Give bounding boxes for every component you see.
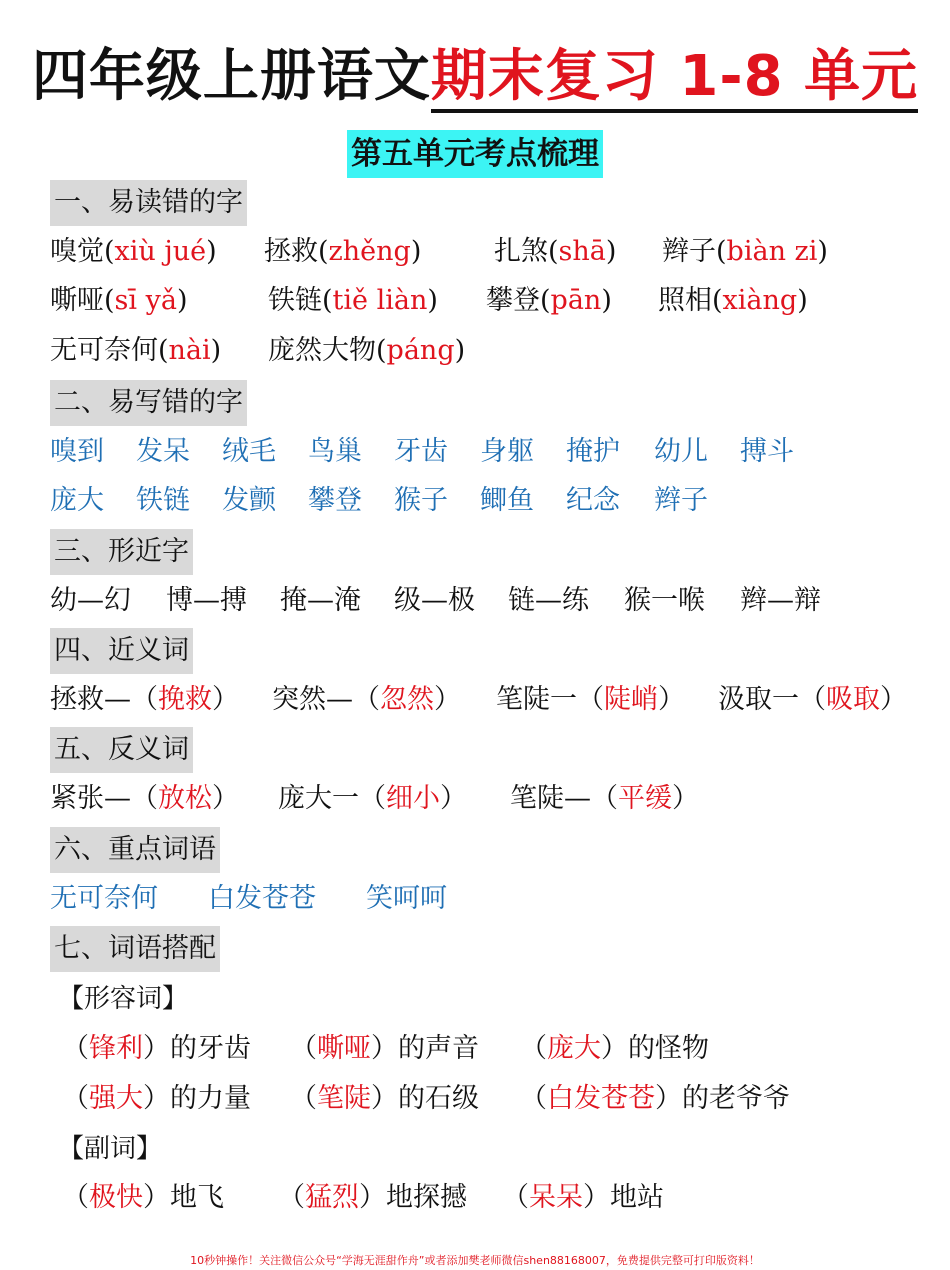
list-item: 嗅到 xyxy=(50,436,104,467)
list-item: （呆呆）地站 xyxy=(502,1182,664,1213)
pinyin-item: 嗅觉(xiù jué) xyxy=(50,236,217,267)
adjective-row-1 xyxy=(62,1029,902,1069)
synonym-row xyxy=(50,680,910,720)
footer-note: 10秒钟操作！关注微信公众号“学海无涯甜作舟”或者添加樊老师微信shen88168007，免费提供完整可打印版资料！ xyxy=(190,1254,760,1267)
antonym-row xyxy=(50,779,910,819)
list-item: 笑呵呵 xyxy=(366,883,447,914)
list-item: 搏斗 xyxy=(740,436,794,467)
list-item: 猴子 xyxy=(394,485,448,516)
list-item: （极快）地飞 xyxy=(62,1182,224,1213)
write-row-1 xyxy=(50,432,910,472)
list-item: 攀登 xyxy=(308,485,362,516)
list-item: 掩—淹 xyxy=(280,585,361,616)
similar-row xyxy=(50,581,910,621)
list-item: 庞大 xyxy=(50,485,104,516)
list-item: 鸟巢 xyxy=(308,436,362,467)
list-item: 紧张—（放松） xyxy=(50,783,239,814)
list-item: （强大）的力量 xyxy=(62,1083,251,1114)
list-item: 拯救—（挽救） xyxy=(50,684,239,715)
title-review: 期末复习 1-8 单元 xyxy=(431,44,918,113)
list-item: 突然—（忽然） xyxy=(272,684,461,715)
pinyin-item: 庞然大物(páng) xyxy=(268,335,466,366)
list-item: 辫—辩 xyxy=(740,585,821,616)
list-item: 纪念 xyxy=(566,485,620,516)
pinyin-item: 辫子(biàn zi) xyxy=(662,236,828,267)
pinyin-item: 嘶哑(sī yǎ) xyxy=(50,285,188,316)
pinyin-item: 无可奈何(nài) xyxy=(50,335,222,366)
pinyin-row-3 xyxy=(50,331,910,371)
section-heading-2: 二、易写错的字 xyxy=(50,380,247,426)
list-item: 博—搏 xyxy=(166,585,247,616)
section-heading-7: 七、词语搭配 xyxy=(50,926,220,972)
list-item: 牙齿 xyxy=(394,436,448,467)
list-item: 链—练 xyxy=(508,585,589,616)
list-item: 发颤 xyxy=(222,485,276,516)
list-item: （笔陡）的石级 xyxy=(290,1083,479,1114)
list-item: 幼儿 xyxy=(654,436,708,467)
pinyin-item: 照相(xiàng) xyxy=(658,285,808,316)
adverb-row-1 xyxy=(62,1178,902,1218)
pinyin-item: 攀登(pān) xyxy=(486,285,612,316)
page-title xyxy=(0,42,950,112)
list-item: 笔陡一（陡峭） xyxy=(496,684,685,715)
list-item: 无可奈何 xyxy=(50,883,158,914)
section-heading-4: 四、近义词 xyxy=(50,628,193,674)
section-heading-3: 三、形近字 xyxy=(50,529,193,575)
list-item: 庞大一（细小） xyxy=(278,783,467,814)
list-item: 铁链 xyxy=(136,485,190,516)
key-words-row xyxy=(50,879,910,919)
list-item: 猴一喉 xyxy=(624,585,705,616)
adjective-row-2 xyxy=(62,1079,902,1119)
list-item: 鲫鱼 xyxy=(480,485,534,516)
pinyin-row-2 xyxy=(50,281,910,321)
pinyin-row-1 xyxy=(50,232,910,272)
list-item: 笔陡—（平缓） xyxy=(510,783,699,814)
pinyin-item: 铁链(tiě liàn) xyxy=(268,285,438,316)
list-item: 幼—幻 xyxy=(50,585,131,616)
list-item: 白发苍苍 xyxy=(208,883,316,914)
list-item: 汲取一（吸取） xyxy=(718,684,907,715)
list-item: 绒毛 xyxy=(222,436,276,467)
list-item: 掩护 xyxy=(566,436,620,467)
section-heading-6: 六、重点词语 xyxy=(50,827,220,873)
list-item: 级—极 xyxy=(394,585,475,616)
subtitle-wrap xyxy=(0,130,950,178)
unit-subtitle: 第五单元考点梳理 xyxy=(347,130,603,178)
title-grade: 四年级上册语文 xyxy=(31,44,431,109)
list-item: （嘶哑）的声音 xyxy=(290,1033,479,1064)
list-item: 身躯 xyxy=(480,436,534,467)
list-item: （白发苍苍）的老爷爷 xyxy=(520,1083,790,1114)
pinyin-item: 拯救(zhěng) xyxy=(264,236,422,267)
write-row-2 xyxy=(50,481,910,521)
pinyin-item: 扎煞(shā) xyxy=(494,236,617,267)
section-heading-1: 一、易读错的字 xyxy=(50,180,247,226)
adjective-label: 【形容词】 xyxy=(58,984,189,1014)
list-item: 辫子 xyxy=(654,485,708,516)
list-item: （锋利）的牙齿 xyxy=(62,1033,251,1064)
list-item: 发呆 xyxy=(136,436,190,467)
list-item: （庞大）的怪物 xyxy=(520,1033,709,1064)
adverb-label: 【副词】 xyxy=(58,1134,163,1164)
list-item: （猛烈）地探撼 xyxy=(278,1182,467,1213)
section-heading-5: 五、反义词 xyxy=(50,727,193,773)
